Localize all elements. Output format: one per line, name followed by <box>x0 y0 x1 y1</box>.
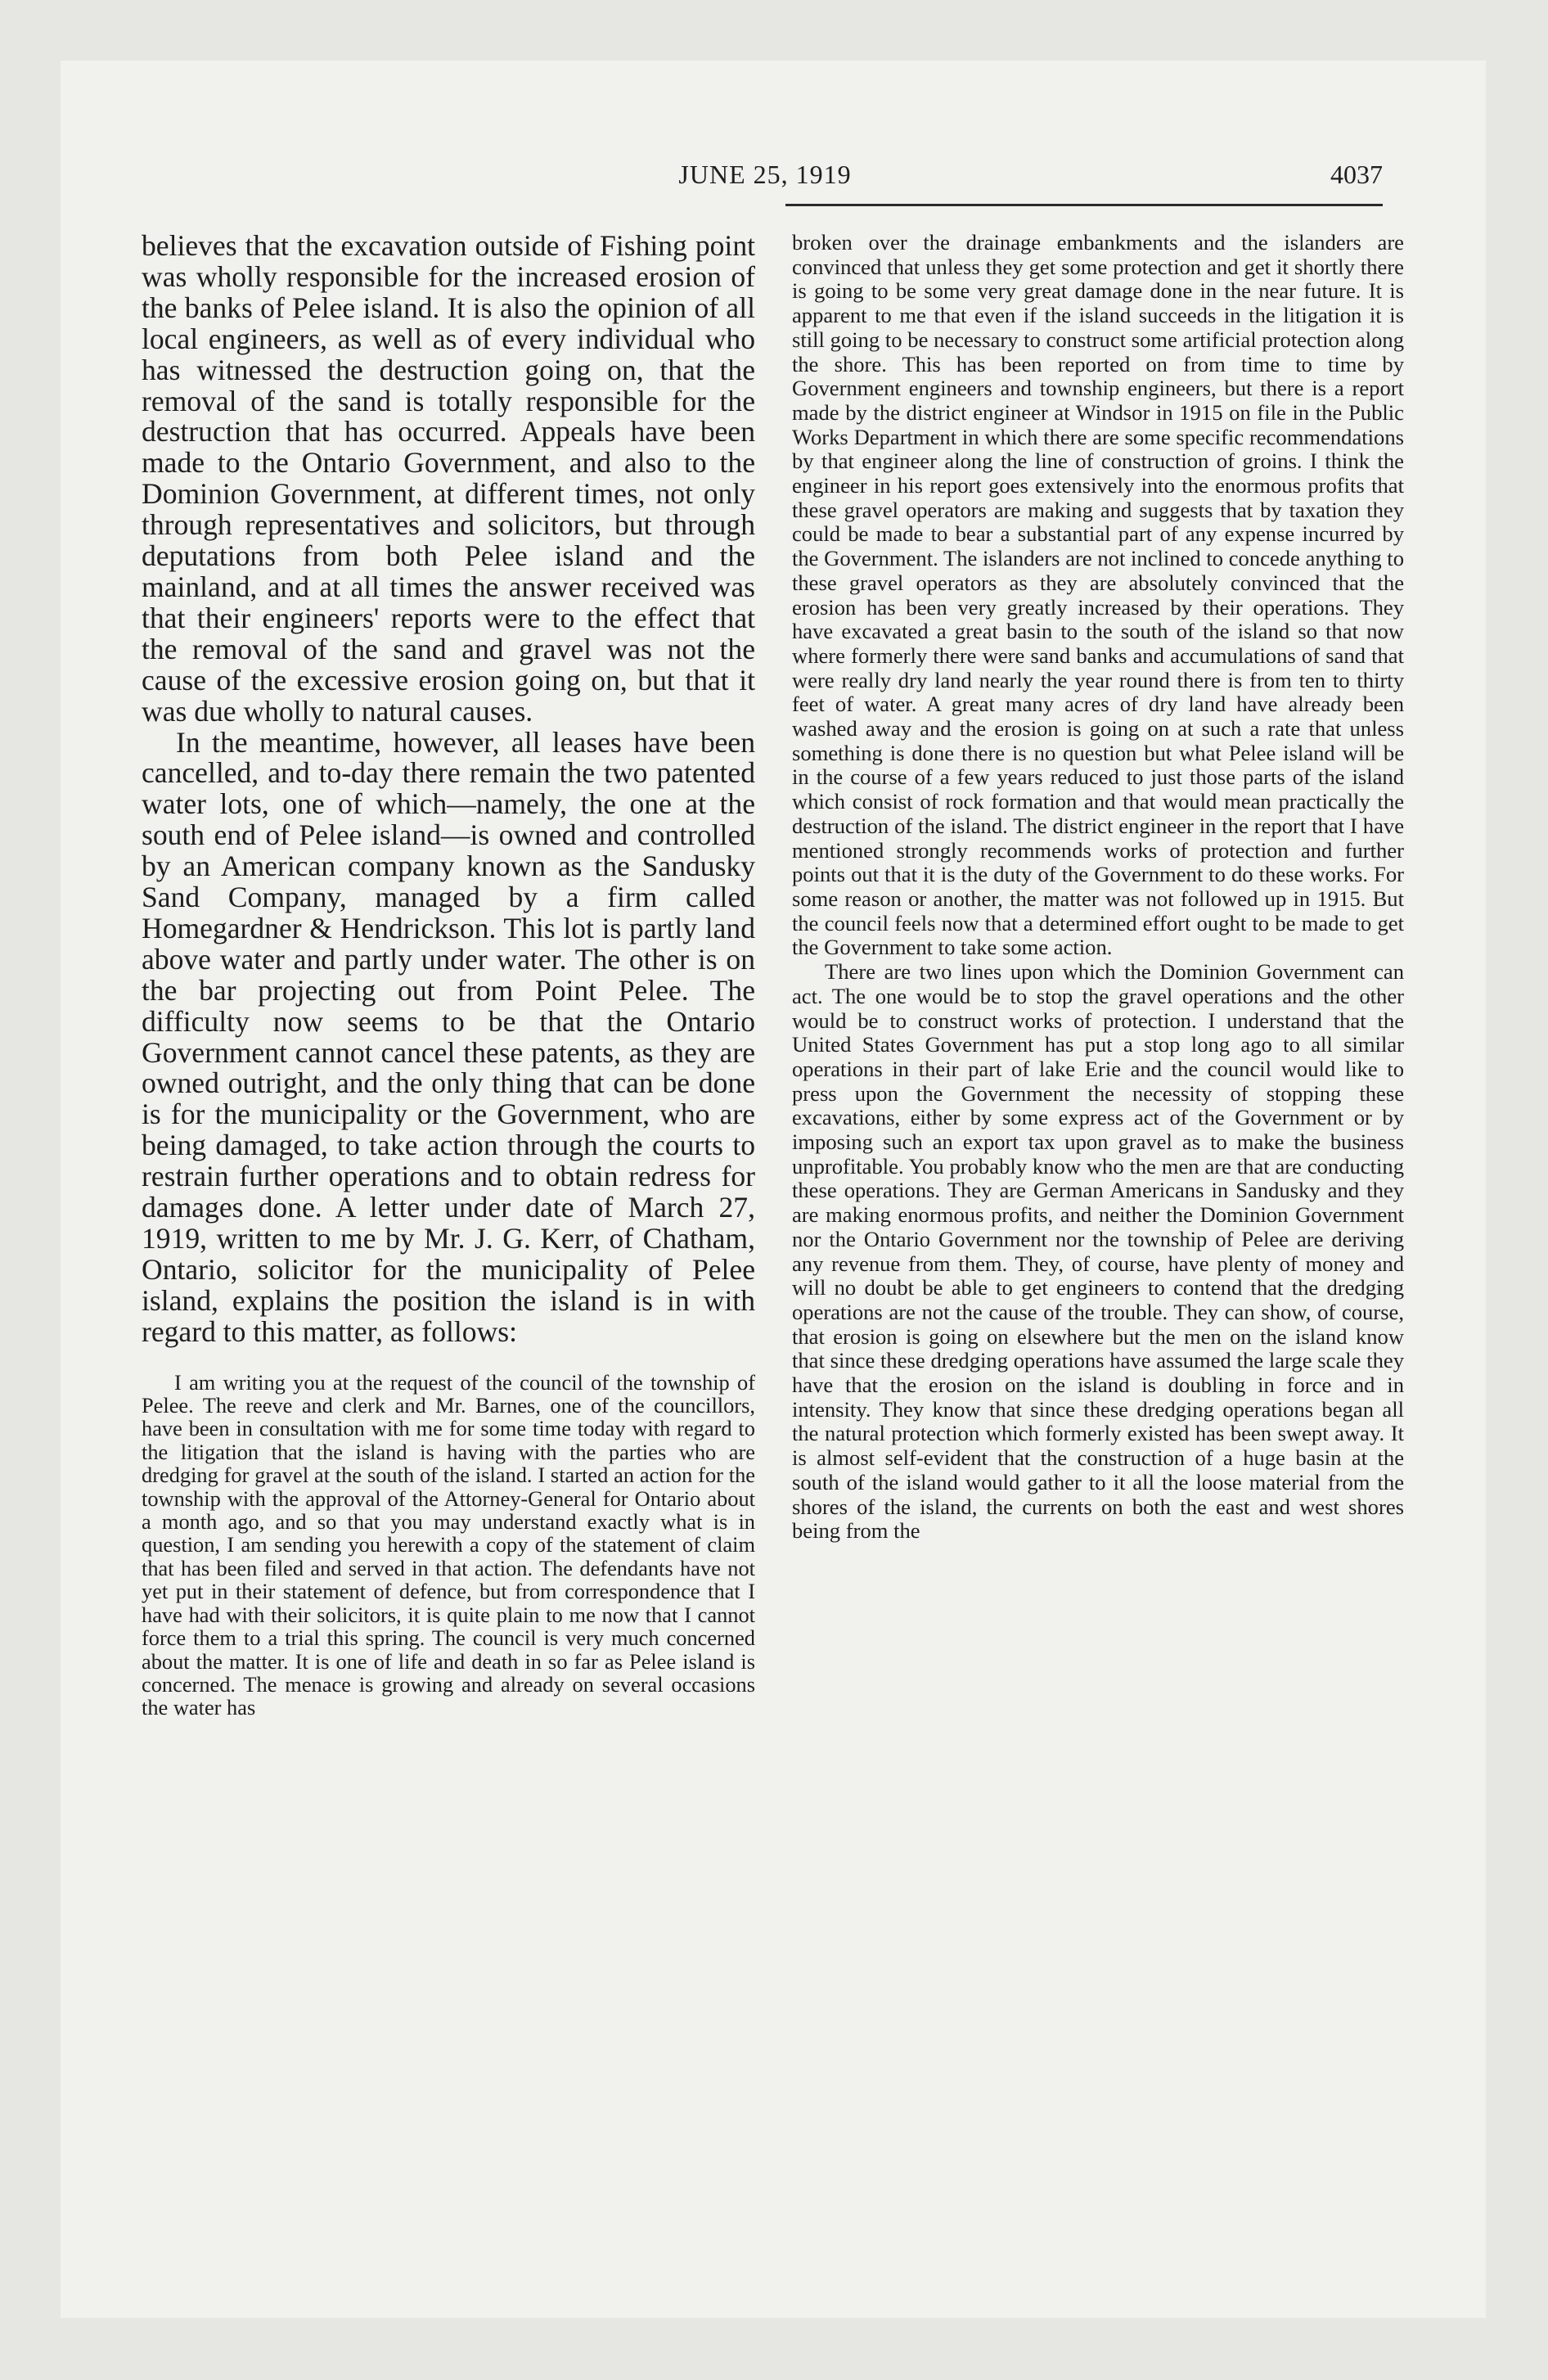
header-date: JUNE 25, 1919 <box>678 160 852 189</box>
page-number: 4037 <box>1330 160 1383 189</box>
page-header <box>147 160 1383 201</box>
paragraph: In the meantime, however, all leases have been cancelled, and to-day there remain the two patented water lots, one of which—namely, the one at the south end of Pelee island—is owned and controlled by an American company known as the Sandusky Sand Company, managed by a firm called Homegardner & Hendrickson. This lot is partly land above water and partly under water. The other is on the bar projecting out from Point Pelee. The difficulty now seems to be that the Ontario Government cannot cancel these patents, as they are owned outright, and the only thing that can be done is for the municipality or the Government, who are being damaged, to take action through the courts to restrain further operations and to obtain redress for damages done. A letter under date of March 27, 1919, written to me by Mr. J. G. Kerr, of Chatham, Ontario, solicitor for the municipality of Pelee island, explains the position the island is in with regard to this matter, as follows: <box>142 725 755 1348</box>
paragraph: believes that the excavation outside of Fishing point was wholly responsible for the increased erosion of the banks of Pelee island. It is also the opinion of all local engineers, as well as of every individual who has witnessed the destruction going on, that the removal of the sand is totally responsible for the destruction that has occurred. Appeals have been made to the Ontario Government, and also to the Dominion Government, at different times, not only through representatives and solicitors, but through deputations from both Pelee island and the mainland, and at all times the answer received was that their engineers' reports were to the effect that the removal of the sand and gravel was not the cause of the excessive erosion going on, but that it was due wholly to natural causes. <box>142 229 755 728</box>
left-column-body <box>142 231 755 1348</box>
paragraph: There are two lines upon which the Dominion Government can act. The one would be to stop the gravel operations and the other would be to construct works of protection. I understand that the United States Government has put a stop long ago to all similar operations in their part of lake Erie and the council would like to press upon the Government the necessity of stopping these excavations, either by some express act of the Government or by imposing such an export tax upon gravel as to make the business unprofitable. You probably know who the men are that are conducting these operations. They are German Americans in Sandusky and they are making enormous profits, and neither the Dominion Government nor the Ontario Government nor the township of Pelee are deriving any revenue from them. They, of course, have plenty of money and will no doubt be able to get engineers to contend that the dredging operations are not the cause of the trouble. They can show, of course, that erosion is going on elsewhere but the men on the island know that since these dredging operations have assumed the large scale they have that the erosion on the island is doubling in force and in intensity. They know that since these dredging operations began all the natural protection which formerly existed has been swept away. It is almost self-evident that the construction of a huge basin at the south of the island would gather to it all the loose material from the shores of the island, the currents on both the east and west shores being from the <box>792 959 1404 1544</box>
left-column <box>142 231 755 1720</box>
right-column <box>792 231 1404 1544</box>
paragraph: broken over the drainage embankments and the islanders are convinced that unless they get some protection and get it shortly there is going to be some very great damage done in the near future. It is apparent to me that even if the island succeeds in the litigation it is still going to be necessary to construct some artificial protection along the shore. This has been reported on from time to time by Government engineers and township engineers, but there is a report made by the district engineer at Windsor in 1915 on file in the Public Works Department in which there are some specific recommendations by that engineer along the line of construction of groins. I think the engineer in his report goes extensively into the enormous profits that these gravel operators are making and suggests that by taxation they could be made to bear a substantial part of any expense incurred by the Government. The islanders are not inclined to concede anything to these gravel operators as they are absolutely convinced that the erosion has been very greatly increased by their operations. They have excavated a great basin to the south of the island so that now where formerly there were sand banks and accumulations of sand that were really dry land nearly the year round there is from ten to thirty feet of water. A great many acres of dry land have already been washed away and the erosion is going on at such a rate that unless something is done there is no question but what Pelee island will be in the course of a few years reduced to just those parts of the island which consist of rock formation and that would mean practically the destruction of the island. The district engineer in the report that I have mentioned strongly recommends works of protection and further points out that it is the duty of the Government to do these works. For some reason or another, the matter was not followed up in 1915. But the council feels now that a determined effort ought to be made to get the Government to take some action. <box>792 230 1404 960</box>
quoted-letter: I am writing you at the request of the council of the township of Pelee. The reeve and clerk and Mr. Barnes, one of the councillors, have been in consultation with me for some time today with regard to the litigation that the island is having with the parties who are dredging for gravel at the south of the island. I started an action for the township with the approval of the Attorney-General for Ontario about a month ago, and so that you may understand exactly what is in question, I am sending you herewith a copy of the statement of claim that has been filed and served in that action. The defendants have not yet put in their statement of defence, but from correspondence that I have had with their solicitors, it is quite plain to me now that I cannot force them to a trial this spring. The council is very much concerned about the matter. It is one of life and death in so far as Pelee island is concerned. The menace is growing and already on several occasions the water has <box>142 1369 755 1720</box>
header-rule <box>785 204 1383 206</box>
